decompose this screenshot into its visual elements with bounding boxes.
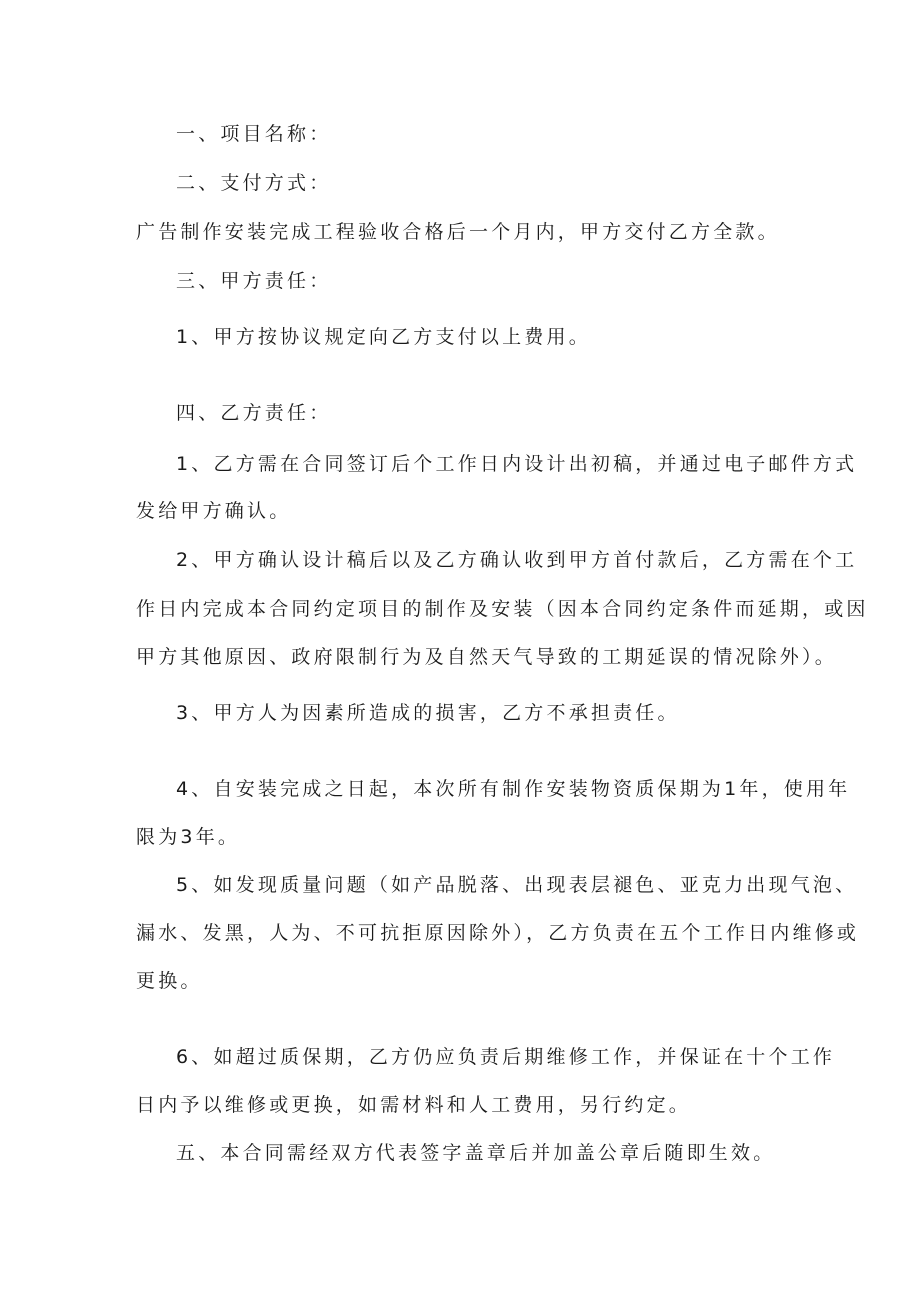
party-b-item-2-line-1: 2、甲方确认设计稿后以及乙方确认收到甲方首付款后，乙方需在个工: [176, 549, 858, 571]
section-1-heading: 一、项目名称：: [176, 123, 332, 145]
party-b-item-4-line-1: 4、自安装完成之日起，本次所有制作安装物资质保期为1年，使用年: [176, 778, 851, 800]
party-a-item-1: 1、甲方按协议规定向乙方支付以上费用。: [176, 326, 591, 348]
party-b-item-4-line-2: 限为3年。: [136, 826, 241, 848]
party-b-item-1-line-1: 1、乙方需在合同签订后个工作日内设计出初稿，并通过电子邮件方式: [176, 453, 858, 475]
section-5-text: 五、本合同需经双方代表签字盖章后并加盖公章后随即生效。: [176, 1142, 776, 1164]
party-b-item-2-line-2: 作日内完成本合同约定项目的制作及安装（因本合同约定条件而延期，或因: [136, 598, 869, 620]
party-b-item-5-line-1: 5、如发现质量问题（如产品脱落、出现表层褪色、亚克力出现气泡、: [176, 874, 858, 896]
party-b-item-6-line-1: 6、如超过质保期，乙方仍应负责后期维修工作，并保证在十个工作: [176, 1046, 836, 1068]
section-3-heading: 三、甲方责任：: [176, 270, 332, 292]
section-4-heading: 四、乙方责任：: [176, 402, 332, 424]
section-2-heading: 二、支付方式：: [176, 172, 332, 194]
party-b-item-6-line-2: 日内予以维修或更换，如需材料和人工费用，另行约定。: [136, 1094, 692, 1116]
party-b-item-1-line-2: 发给甲方确认。: [136, 500, 292, 522]
party-b-item-5-line-2: 漏水、发黑，人为、不可抗拒原因除外），乙方负责在五个工作日内维修或: [136, 922, 860, 944]
party-b-item-2-line-3: 甲方其他原因、政府限制行为及自然天气导致的工期延误的情况除外）。: [136, 646, 837, 668]
payment-text: 广告制作安装完成工程验收合格后一个月内，甲方交付乙方全款。: [136, 221, 780, 243]
party-b-item-3: 3、甲方人为因素所造成的损害，乙方不承担责任。: [176, 702, 680, 724]
party-b-item-5-line-3: 更换。: [136, 970, 203, 992]
